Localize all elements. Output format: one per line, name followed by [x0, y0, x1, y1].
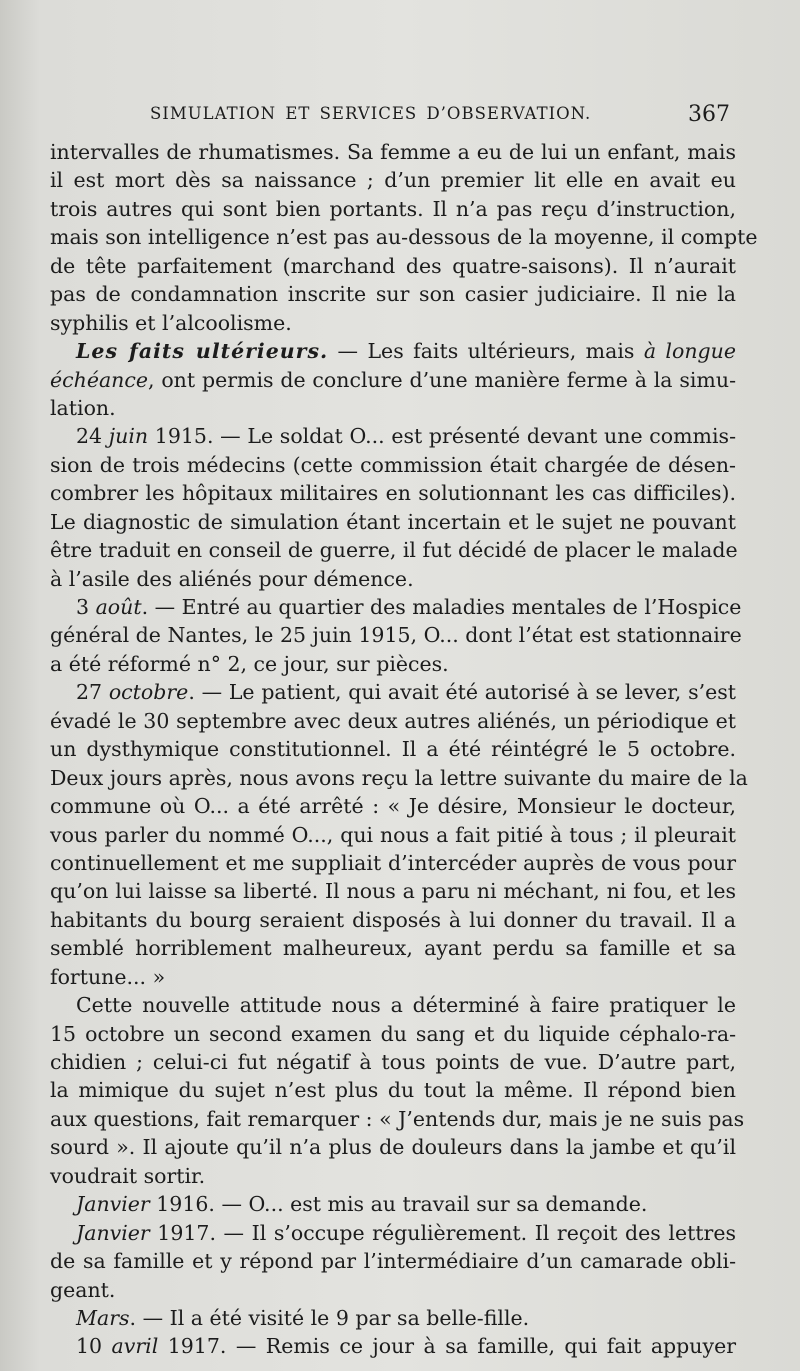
text-line: [50, 849, 736, 877]
text-segment: 10: [76, 1334, 112, 1359]
text-segment: Cette nouvelle attitude nous a déterminé à faire pratiquer le: [76, 993, 736, 1018]
text-segment: sion de trois médecins (cette commission était chargée de désen-: [50, 452, 736, 477]
text-segment: semblé horriblement malheureux, ayant perdu sa famille et sa: [50, 936, 736, 961]
text-line: [50, 166, 736, 194]
text-line: [50, 422, 736, 450]
text-segment: 1915. — Le soldat O... est présenté devant une commis-: [148, 424, 736, 449]
text-segment: lation.: [50, 395, 116, 420]
text-segment: Deux jours après, nous avons reçu la lettre suivante du maire de la: [50, 765, 748, 790]
text-segment: il est mort dès sa naissance ; d’un premier lit elle en avait eu: [50, 168, 736, 193]
text-segment: à l’asile des aliénés pour démence.: [50, 566, 414, 591]
text-segment: 1916. — O... est mis au travail sur sa demande.: [149, 1192, 648, 1217]
text-line: [50, 735, 736, 763]
text-line: [50, 508, 736, 536]
text-segment: syphilis et l’alcoolisme.: [50, 310, 292, 335]
text-segment: continuellement et me suppliait d’intercéder auprès de vous pour: [50, 850, 736, 875]
text-line: [50, 1332, 736, 1360]
text-line: [50, 1276, 736, 1304]
text-segment: trois autres qui sont bien portants. Il n’a pas reçu d’instruction,: [50, 196, 736, 221]
text-line: [50, 821, 736, 849]
text-line: [50, 1304, 736, 1332]
text-segment: de tête parfaitement (marchand des quatre-saisons). Il n’aurait: [50, 253, 736, 278]
text-line: [50, 1105, 745, 1133]
text-line: [50, 252, 736, 280]
text-line: [50, 792, 736, 820]
text-segment: un dysthymique constitutionnel. Il a été réintégré le 5 octobre.: [50, 737, 736, 762]
emphasis-text: juin: [108, 424, 149, 449]
page-header: [150, 102, 730, 132]
text-line: [50, 593, 742, 621]
text-line: [50, 877, 736, 905]
text-line: [50, 906, 736, 934]
text-segment: — Les faits ultérieurs, mais: [328, 339, 644, 364]
text-segment: mais son intelligence n’est pas au-dessous de la moyenne, il compte: [50, 225, 758, 250]
emphasis-text: Janvier: [76, 1192, 150, 1217]
text-segment: 3: [76, 595, 96, 619]
text-line: [50, 451, 736, 479]
text-line: [50, 479, 736, 507]
text-line: [50, 1219, 736, 1247]
text-line: [50, 1048, 736, 1076]
text-line: [50, 280, 736, 308]
text-line: [50, 394, 736, 422]
text-line: [50, 366, 736, 394]
text-segment: geant.: [50, 1277, 116, 1302]
emphasis-text: octobre: [108, 680, 189, 705]
text-line: [50, 195, 736, 223]
text-line: [50, 764, 748, 792]
text-line: [50, 1162, 736, 1190]
text-segment: 27: [76, 680, 109, 705]
text-segment: fortune... »: [50, 964, 166, 989]
text-line: [50, 1133, 736, 1161]
text-line: [50, 621, 742, 649]
text-segment: . — Il a été visité le 9 par sa belle-fille.: [129, 1305, 530, 1330]
text-segment: 24: [76, 424, 109, 449]
text-segment: de sa famille et y répond par l’intermédiaire d’un camarade obli-: [50, 1249, 736, 1274]
text-line: [50, 934, 736, 962]
emphasis-text: à longue: [643, 339, 736, 364]
text-segment: 15 octobre un second examen du sang et du liquide céphalo-ra-: [50, 1021, 736, 1046]
text-line: [50, 536, 736, 564]
emphasis-text: Mars: [76, 1305, 130, 1330]
text-segment: évadé le 30 septembre avec deux autres aliénés, un périodique et: [50, 708, 736, 733]
body-text: [50, 138, 758, 1361]
text-segment: sourd ». Il ajoute qu’il n’a plus de douleurs dans la jambe et qu’il: [50, 1135, 736, 1160]
emphasis-text: août: [95, 595, 142, 619]
emphasis-text: avril: [111, 1334, 159, 1359]
text-line: [50, 678, 736, 706]
text-line: [50, 963, 736, 991]
text-line: [50, 1020, 736, 1048]
text-line: [50, 565, 736, 593]
text-segment: être traduit en conseil de guerre, il fut décidé de placer le malade: [50, 538, 738, 563]
running-head: SIMULATION ET SERVICES D’OBSERVATION.: [150, 104, 592, 123]
text-segment: , ont permis de conclure d’une manière ferme à la simu-: [148, 367, 736, 392]
text-line: [50, 138, 736, 166]
text-segment: 1917. — Il s’occupe régulièrement. Il reçoit des lettres: [149, 1220, 736, 1245]
text-line: [50, 1190, 736, 1218]
text-line: [50, 1076, 736, 1104]
text-segment: habitants du bourg seraient disposés à lui donner du travail. Il a: [50, 907, 736, 932]
text-segment: qu’on lui laisse sa liberté. Il nous a paru ni méchant, ni fou, et les: [50, 879, 736, 904]
text-segment: général de Nantes, le 25 juin 1915, O... dont l’état est stationnaire: [50, 623, 742, 648]
text-segment: a été réformé n° 2, ce jour, sur pièces.: [50, 651, 449, 676]
text-line: [50, 309, 736, 337]
emphasis-text: échéance: [50, 367, 148, 392]
text-segment: voudrait sortir.: [50, 1163, 206, 1188]
text-segment: intervalles de rhumatismes. Sa femme a eu de lui un enfant, mais: [50, 140, 736, 164]
text-segment: combrer les hôpitaux militaires en solutionnant les cas difficiles).: [50, 481, 736, 506]
page-number: 367: [688, 102, 730, 127]
text-segment: aux questions, fait remarquer : « J’entends dur, mais je ne suis pas: [50, 1106, 745, 1131]
text-segment: la mimique du sujet n’est plus du tout la même. Il répond bien: [50, 1078, 736, 1103]
text-line: [50, 337, 736, 365]
text-line: [50, 223, 758, 251]
text-segment: vous parler du nommé O..., qui nous a fait pitié à tous ; il pleurait: [50, 822, 736, 847]
text-segment: Le diagnostic de simulation étant incertain et le sujet ne pouvant: [50, 509, 736, 534]
text-segment: 1917. — Remis ce jour à sa famille, qui fait appuyer: [158, 1334, 736, 1359]
text-segment: chidien ; celui-ci fut négatif à tous points de vue. D’autre part,: [50, 1050, 736, 1074]
text-line: [50, 707, 736, 735]
text-segment: commune où O... a été arrêté : « Je désire, Monsieur le docteur,: [50, 794, 736, 819]
text-segment: . — Entré au quartier des maladies mentales de l’Hospice: [141, 595, 742, 619]
text-segment: pas de condamnation inscrite sur son casier judiciaire. Il nie la: [50, 282, 736, 307]
emphasis-text: Les faits ultérieurs.: [76, 339, 329, 364]
text-line: [50, 1247, 736, 1275]
text-line: [50, 991, 736, 1019]
emphasis-text: Janvier: [76, 1220, 150, 1245]
text-line: [50, 650, 736, 678]
text-segment: . — Le patient, qui avait été autorisé à se lever, s’est: [188, 680, 736, 705]
